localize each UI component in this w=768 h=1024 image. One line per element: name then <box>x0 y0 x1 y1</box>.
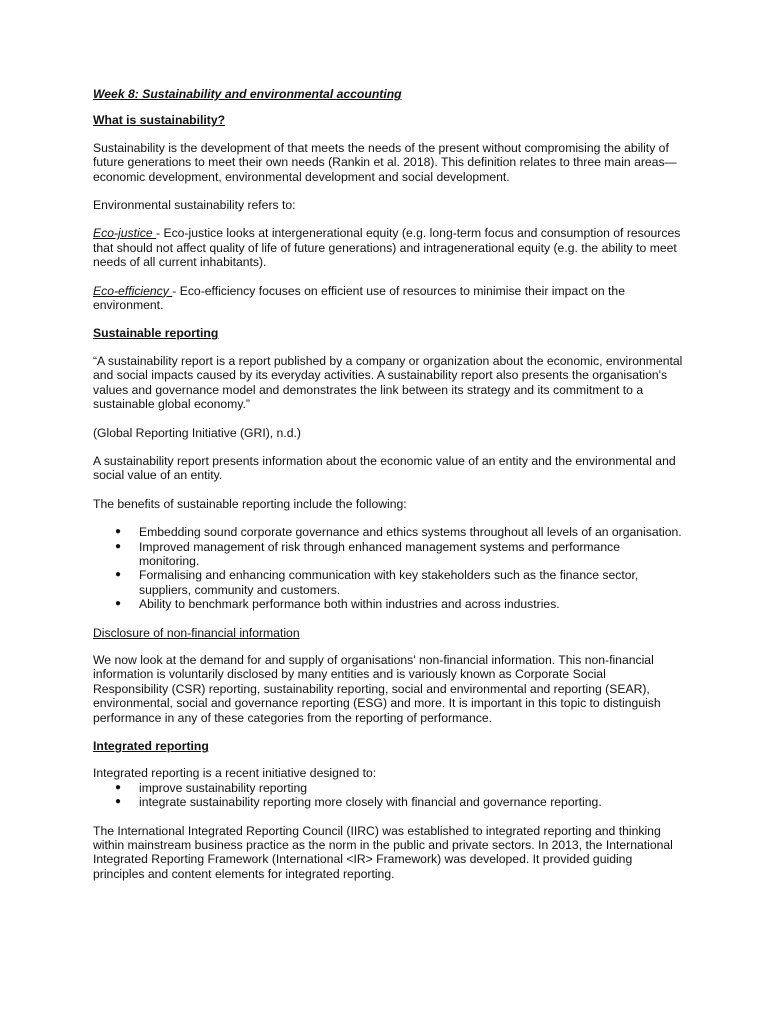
bullet-icon: ● <box>115 540 122 552</box>
paragraph-integrated-intro: Integrated reporting is a recent initiative designed to: <box>93 766 377 781</box>
paragraph-gri-citation: (Global Reporting Initiative (GRI), n.d.) <box>93 425 301 440</box>
list-item: ● Ability to benchmark performance both within industries and across industries. <box>115 597 560 612</box>
paragraph-benefits-intro: The benefits of sustainable reporting include the following: <box>93 496 407 511</box>
term-eco-efficiency: Eco-efficiency <box>93 283 173 298</box>
list-item: ● integrate sustainability reporting more closely with financial and governance reporting. <box>115 795 602 810</box>
benefits-list <box>93 525 683 611</box>
eco-justice-text: - Eco-justice looks at intergenerational equity (e.g. long-term focus and consumption of resources that should not affect quality of life of future generations) and intragenerational equity (e.g. the ability to meet needs of all current inhabitants). <box>93 226 681 270</box>
list-item: ● Embedding sound corporate governance and ethics systems throughout all levels of an organisation. <box>115 525 682 540</box>
heading-disclosure: Disclosure of non-financial information <box>93 625 300 640</box>
paragraph-eco-efficiency <box>93 284 683 313</box>
paragraph-definition: Sustainability is the development of that meets the needs of the present without compromising the ability of future generations to meet their own needs (Rankin et al. 2018). This definition relates to three main areas—economic development, environmental development and social development. <box>93 140 677 184</box>
bullet-icon: ● <box>115 569 122 581</box>
heading-what-is-sustainability: What is sustainability? <box>93 113 226 128</box>
list-item: ● improve sustainability reporting <box>115 780 307 795</box>
eco-efficiency-text: - Eco-efficiency focuses on efficient use of resources to minimise their impact on the environment. <box>93 283 625 313</box>
integrated-list <box>93 781 683 810</box>
paragraph-disclosure: We now look at the demand for and supply of organisations' non-financial information. This non-financial information is voluntarily disclosed by many entities and is variously known as Corporate Social Responsibility (CSR) reporting, sustainability reporting, social and environmental and reporting (SEAR), environmental, social and governance reporting (ESG) and more. It is important in this topic to distinguish performance in any of these categories from the reporting of performance. <box>93 652 661 725</box>
bullet-icon: ● <box>115 526 122 538</box>
document-page <box>93 87 683 895</box>
heading-sustainable-reporting: Sustainable reporting <box>93 326 219 341</box>
heading-integrated-reporting: Integrated reporting <box>93 739 209 753</box>
document-title: Week 8: Sustainability and environmental accounting <box>93 87 402 101</box>
paragraph-env-refers: Environmental sustainability refers to: <box>93 198 296 213</box>
paragraph-quote: “A sustainability report is a report published by a company or organization about the economic, environmental and social impacts caused by its everyday activities. A sustainability report also presents the organisation's values and governance model and demonstrates the link between its strategy and its commitment to a sustainable global economy.” <box>93 353 683 412</box>
bullet-icon: ● <box>115 781 122 793</box>
bullet-icon: ● <box>115 796 122 808</box>
list-item: ● Formalising and enhancing communication with key stakeholders such as the finance sector, suppliers, community and customers. <box>115 568 639 597</box>
paragraph-iirc: The International Integrated Reporting Council (IIRC) was established to integrated reporting and thinking within mainstream business practice as the norm in the public and private sectors. In 2013, the International Integrated Reporting Framework (International <IR> Framework) was developed. It provided guiding principles and content elements for integrated reporting. <box>93 823 673 881</box>
paragraph-report-presents: A sustainability report presents information about the economic value of an entity and the environmental and social value of an entity. <box>93 453 676 483</box>
paragraph-eco-justice <box>93 226 683 269</box>
bullet-icon: ● <box>115 598 122 610</box>
term-eco-justice: Eco-justice <box>93 226 156 241</box>
list-item: ● Improved management of risk through enhanced management systems and performance monitoring. <box>115 539 620 568</box>
